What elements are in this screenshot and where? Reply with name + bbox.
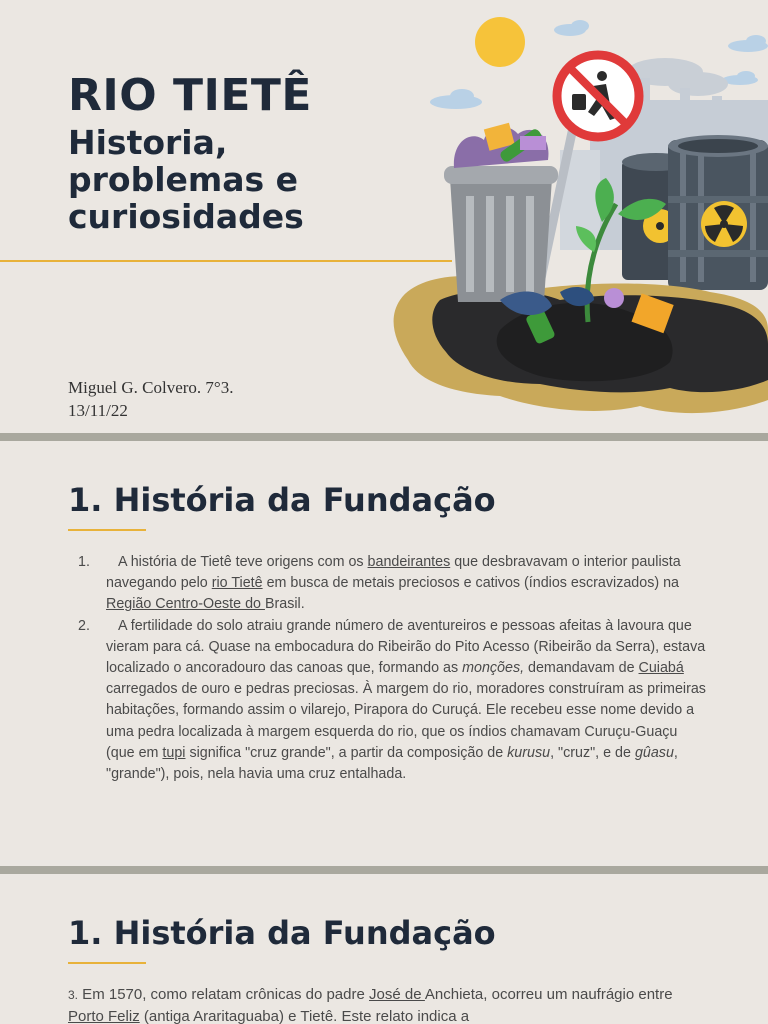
link-regiao-centro-oeste[interactable]: Região Centro-Oeste do xyxy=(106,596,265,613)
italic-term: gûasu xyxy=(634,744,674,761)
paragraph-text: que desbravavam o interior paulista navegando pelo xyxy=(106,554,681,592)
pollution-illustration xyxy=(380,0,768,420)
paragraph-text: (antiga Araritaguaba) e Tietê. Este relato indica a xyxy=(139,1008,470,1024)
paragraph-text: em busca de metais preciosos e cativos (índios escravizados) na xyxy=(262,575,679,592)
title-slide xyxy=(0,0,768,433)
italic-term: kurusu xyxy=(507,744,551,761)
paragraph-text: Anchieta, ocorreu um naufrágio entre xyxy=(424,986,673,1003)
paragraph-text: Brasil. xyxy=(264,596,305,613)
paragraph-text: A fertilidade do solo atraiu grande número de aventureiros e pessoas afeitas à lavoura que vieram para cá. Quase na embocadura do Ribeirão do Pito Acesso (Ribeirão da Serra), estava localizado o ancoradouro das canoas que, formando as xyxy=(106,617,706,677)
paragraph xyxy=(68,984,708,1024)
paragraph-text: carregados de ouro e pedras preciosas. À margem do rio, moradores construíram as primeiras habitações, formando assim o vilarejo, Pirapora do Curuçá. Ele recebeu esse nome devido a uma pedra localizada à margem esquerda do rio, que os índios chamavam Curuçu-Guaçu (que em xyxy=(106,681,706,761)
list-item xyxy=(78,616,708,786)
paragraph-text: significa "cruz grande", a partir da composição de xyxy=(185,744,508,761)
content-slide xyxy=(0,874,768,1024)
accent-divider xyxy=(68,962,146,964)
link-cuiaba[interactable]: Cuiabá xyxy=(638,660,684,677)
paragraph-text: , "grande"), pois, nela havia uma cruz entalhada. xyxy=(106,744,678,783)
slide-heading: 1. História da Fundação xyxy=(68,914,496,952)
slide-separator xyxy=(0,866,768,874)
link-tupi[interactable]: tupi xyxy=(162,744,186,761)
slide-separator xyxy=(0,433,768,441)
author-name: Miguel G. Colvero. 7°3. xyxy=(68,378,234,397)
paragraph-text: , "cruz", e de xyxy=(550,744,635,761)
paragraph-text: Em 1570, como relatam crônicas do padre xyxy=(78,986,369,1003)
list-number: 2. xyxy=(78,617,90,634)
subtitle-line: Historia, xyxy=(68,123,228,162)
author-block xyxy=(68,376,233,422)
list-number: 1. xyxy=(78,554,90,570)
accent-divider xyxy=(68,529,146,531)
slide-title: RIO TIETÊ xyxy=(68,70,312,121)
trash-can-icon xyxy=(444,123,558,302)
paragraph-text: A história de Tietê teve origens com os xyxy=(118,554,368,570)
author-date: 13/11/22 xyxy=(68,401,128,420)
sun-icon xyxy=(475,17,525,67)
list-number: 3. xyxy=(68,988,79,1002)
slide-subtitle xyxy=(68,124,388,235)
link-jose-de-anchieta[interactable]: José de xyxy=(369,986,425,1003)
list-item xyxy=(78,552,708,616)
subtitle-line: curiosidades xyxy=(68,197,304,236)
link-rio-tiete[interactable]: rio Tietê xyxy=(211,575,263,592)
content-slide xyxy=(0,441,768,866)
italic-term: monções, xyxy=(462,660,525,677)
link-porto-feliz[interactable]: Porto Feliz xyxy=(68,1008,140,1024)
numbered-list xyxy=(78,552,708,785)
paragraph-text: demandavam de xyxy=(524,660,639,677)
subtitle-line: problemas e xyxy=(68,160,299,199)
slide-heading: 1. História da Fundação xyxy=(68,481,496,519)
link-bandeirantes[interactable]: bandeirantes xyxy=(367,554,451,570)
